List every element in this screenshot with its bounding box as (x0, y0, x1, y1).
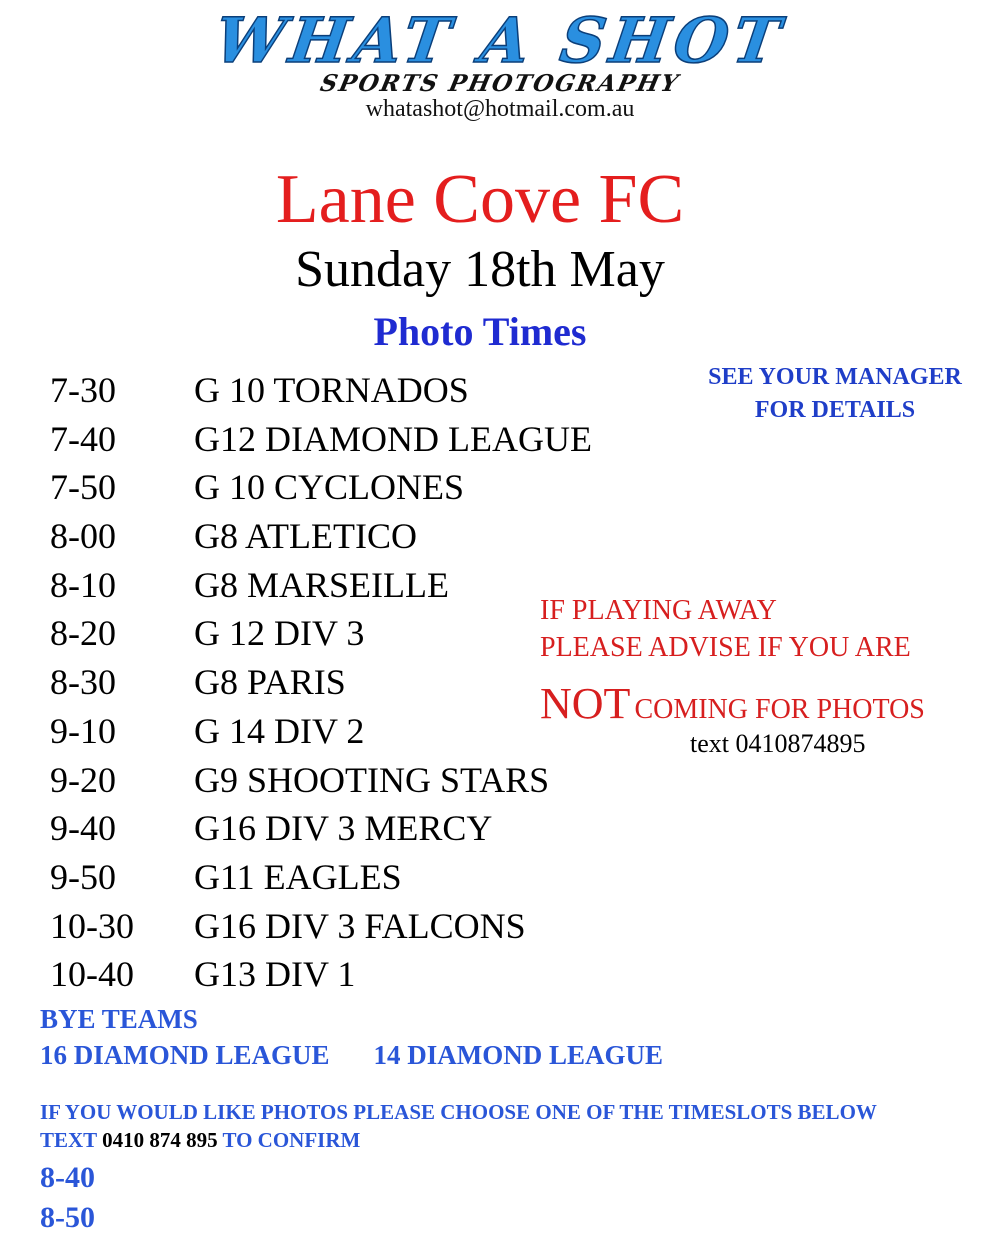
slot-time: 10-30 (50, 905, 134, 946)
slot-time: 8-00 (50, 516, 116, 557)
schedule-row (0, 463, 680, 512)
section-heading: Photo Times (373, 309, 587, 354)
team-name: G8 ATLETICO (194, 516, 417, 557)
slot-time: 8-10 (50, 564, 116, 605)
schedule-row (0, 950, 680, 999)
slot-time: 9-10 (50, 710, 116, 751)
team-name: G 12 DIV 3 (194, 613, 365, 654)
text-contact: text 0410874895 (690, 729, 866, 758)
schedule-row (0, 756, 680, 805)
confirm-suffix: TO CONFIRM (222, 1128, 361, 1152)
confirm-phone: 0410 874 895 (102, 1128, 218, 1152)
bye-team: 16 DIAMOND LEAGUE (40, 1040, 330, 1070)
slot-time: 9-20 (50, 759, 116, 800)
event-date: Sunday 18th May (295, 241, 665, 298)
choose-timeslot-note: IF YOU WOULD LIKE PHOTOS PLEASE CHOOSE ONE OF THE TIMESLOTS BELOW (40, 1100, 877, 1124)
bye-teams (40, 1038, 663, 1072)
team-name: G16 DIV 3 FALCONS (194, 905, 526, 946)
away-note-line1: IF PLAYING AWAY (540, 595, 777, 626)
available-slot: 8-40 (40, 1161, 95, 1194)
team-name: G8 PARIS (194, 662, 346, 703)
schedule-row (0, 366, 680, 415)
logo-title: WHAT A SHOT (210, 4, 790, 77)
schedule-row (0, 804, 680, 853)
team-name: G 10 TORNADOS (194, 370, 469, 410)
schedule-row (0, 415, 680, 464)
team-name: G12 DIAMOND LEAGUE (194, 418, 592, 459)
schedule-row (0, 853, 680, 902)
team-name: G11 EAGLES (194, 856, 402, 897)
confirm-note (40, 1126, 360, 1154)
schedule-row (0, 902, 680, 951)
manager-note (670, 361, 1000, 427)
team-name: G13 DIV 1 (194, 954, 356, 995)
slot-time: 9-50 (50, 856, 116, 897)
slot-time: 10-40 (50, 954, 134, 995)
manager-note-line1: SEE YOUR MANAGER (708, 364, 962, 390)
logo-subtitle: SPORTS PHOTOGRAPHY (317, 70, 683, 97)
away-note (540, 592, 1000, 666)
team-name: G16 DIV 3 MERCY (194, 808, 493, 849)
logo (150, 4, 850, 122)
team-name: G 10 CYCLONES (194, 467, 465, 508)
team-name: G9 SHOOTING STARS (194, 759, 550, 800)
not-emphasis: NOT (540, 679, 631, 728)
team-name: G 14 DIV 2 (194, 710, 365, 751)
slot-time: 8-20 (50, 613, 116, 654)
team-name: G8 MARSEILLE (194, 564, 449, 605)
manager-note-line2: FOR DETAILS (754, 397, 916, 423)
away-note-line2: PLEASE ADVISE IF YOU ARE (540, 632, 911, 663)
bye-heading: BYE TEAMS (40, 1004, 198, 1034)
contact-email: whatashot@hotmail.com.au (365, 96, 635, 122)
bye-team: 14 DIAMOND LEAGUE (373, 1040, 664, 1070)
available-slot: 8-50 (40, 1201, 95, 1234)
slot-time: 9-40 (50, 808, 116, 849)
slot-time: 8-30 (50, 662, 116, 703)
slot-time: 7-30 (50, 370, 116, 410)
confirm-prefix: TEXT (40, 1128, 97, 1152)
schedule-row (0, 512, 680, 561)
slot-time: 7-50 (50, 467, 116, 508)
away-note-line3-text: COMING FOR PHOTOS (634, 694, 925, 725)
slot-time: 7-40 (50, 418, 116, 459)
club-title: Lane Cove FC (275, 161, 685, 238)
